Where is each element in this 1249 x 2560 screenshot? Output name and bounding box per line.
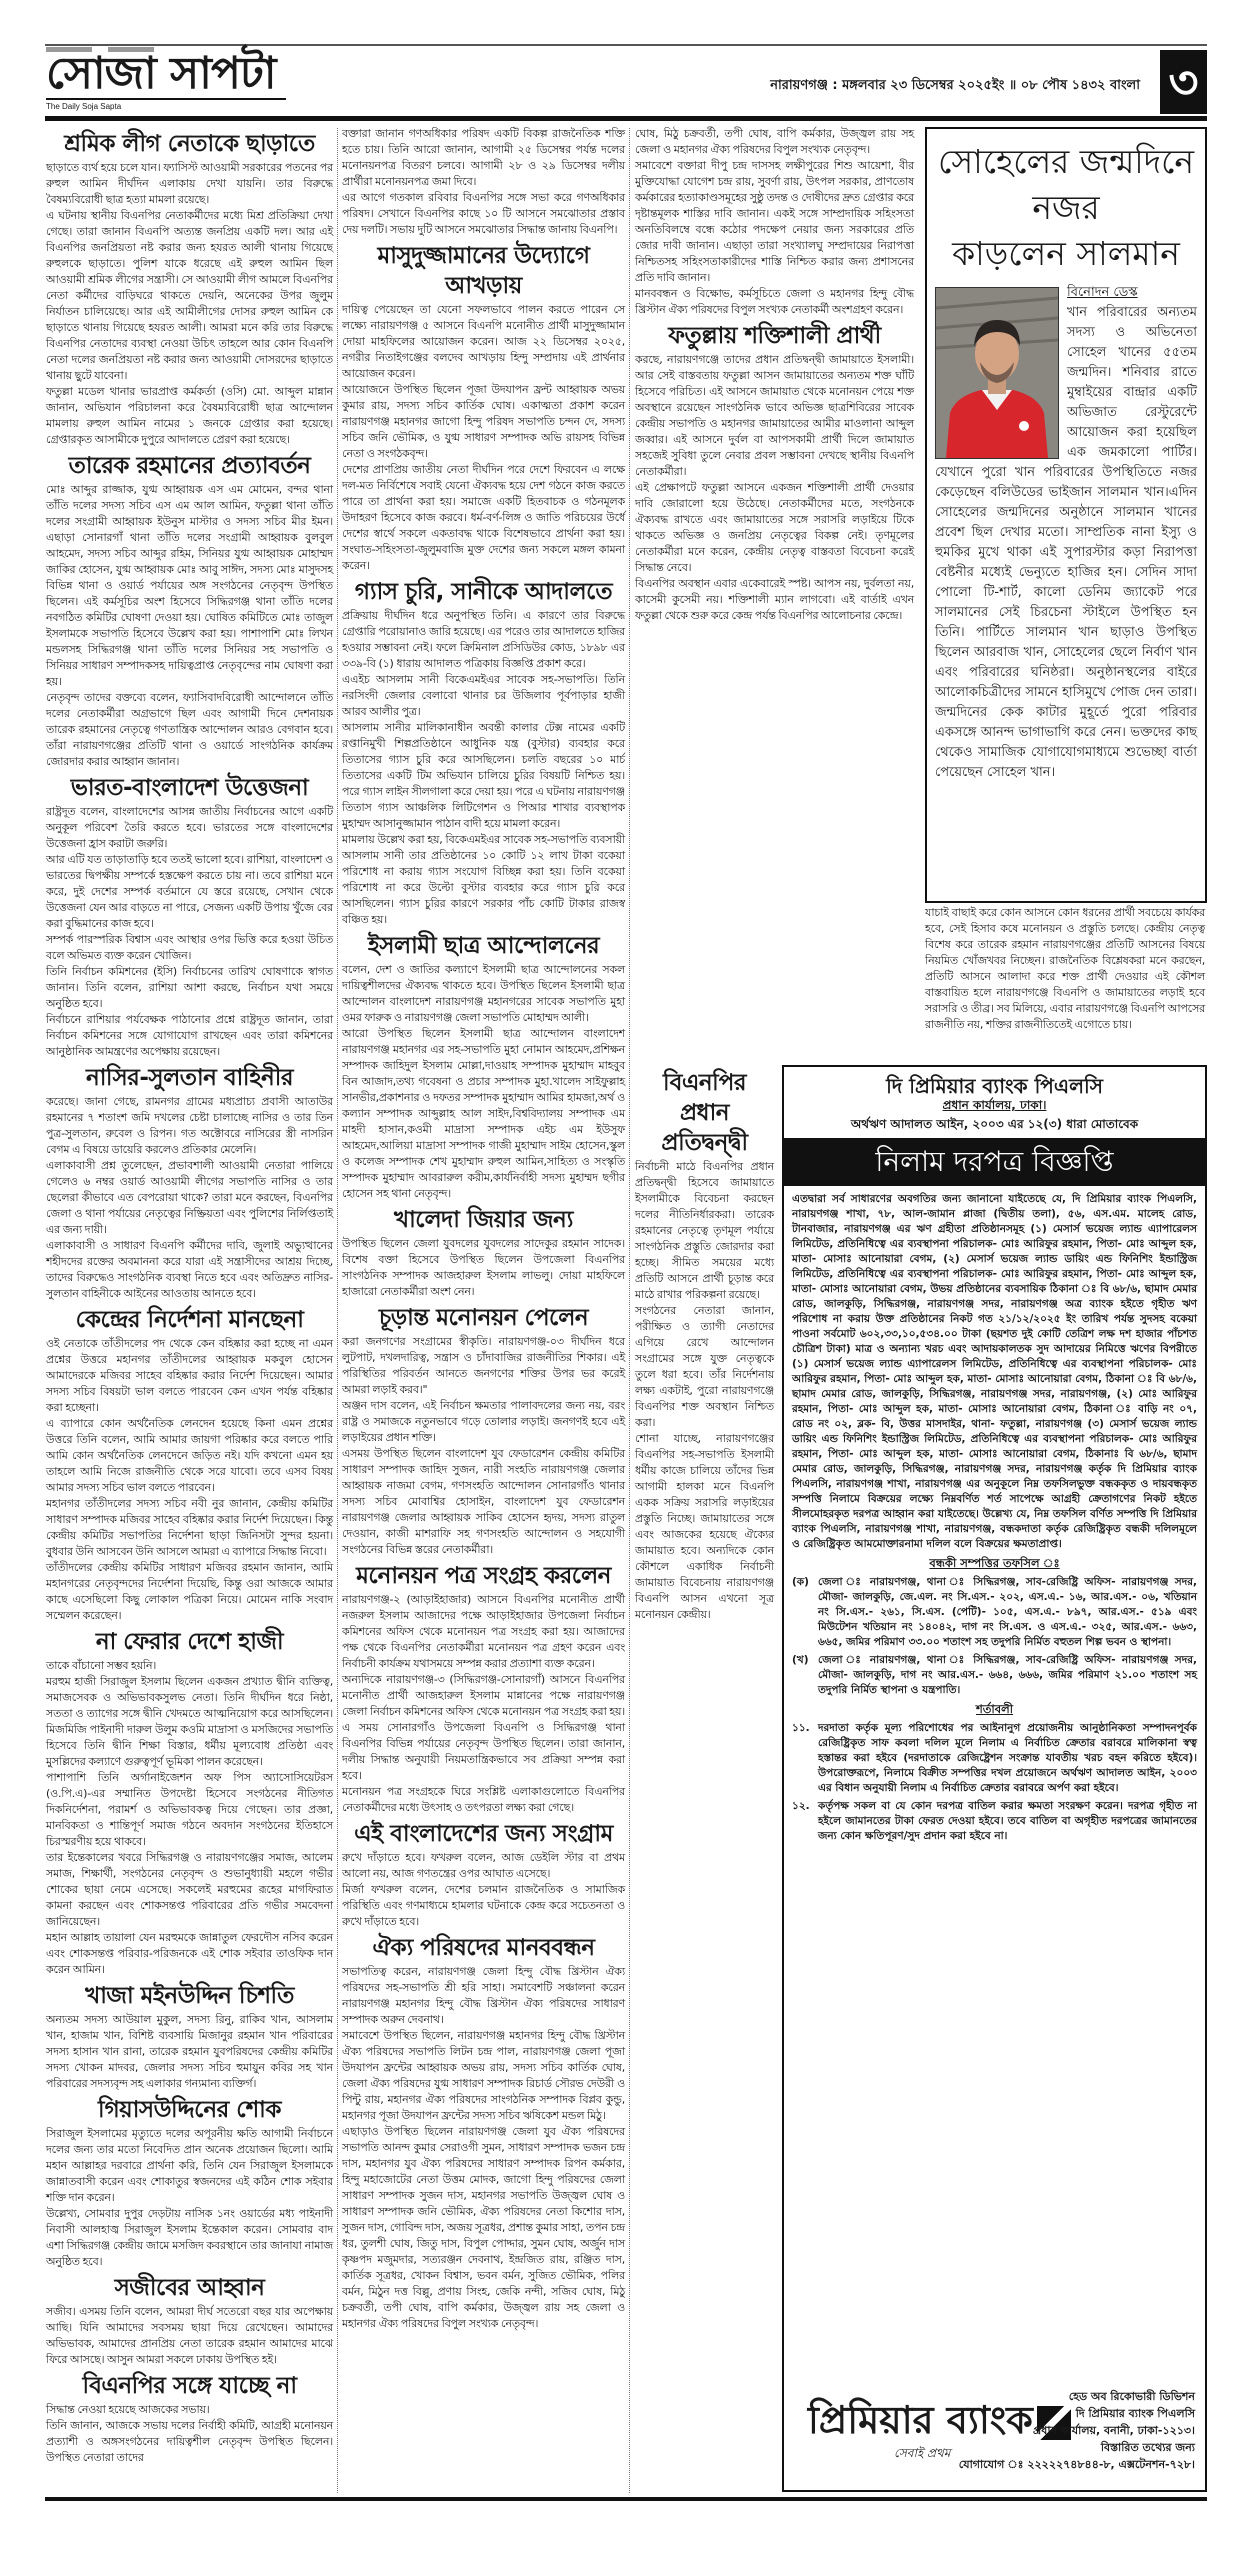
article-paragraph: এলাকাবাসী প্রশ্ন তুলেছেন, প্রভাবশালী আওয়ামী নেতারা পালিয়ে গেলেও ৬ নম্বর ওয়ার্ড আওয়ামী লীগের সভাপতি নাসির ও তার ছেলেরা কীভাবে এত বেপরোয়া থাকে? তারা মনে করছেন, বিএনপির জেলা ও থানা পর্যায়ের নেতৃত্বের নিষ্ক্রিয়তা এবং পুলিশের নির্লিপ্ততাই এর জন্য দায়ী। bbox=[46, 1159, 333, 1236]
page-number: ৩ bbox=[1160, 50, 1207, 114]
article-headline[interactable]: ইসলামী ছাত্র আন্দোলনের bbox=[367, 933, 600, 959]
person-photo-icon bbox=[936, 288, 1058, 458]
news-article[interactable] bbox=[635, 126, 914, 318]
article-paragraph: মির্জা ফখরুল বলেন, দেশের চলমান রাজনৈতিক ও সামাজিক পরিস্থিতি এবং গণমাধ্যমে হামলার ঘটনাকে কেন্দ্র করে সচেতনতা ও রুখে দাঁড়াতে হবে। bbox=[342, 1883, 625, 1928]
news-article[interactable] bbox=[342, 241, 625, 574]
article-paragraph: দেশের প্রাণপ্রিয় জাতীয় নেতা দীর্ঘদিন পরে দেশে ফিরবেন এ লক্ষে দল-মত নির্বিশেষে সবাই যেনো ঐক্যবদ্ধ হয়ে দেশ গঠনে কাজ করতে পারে তা প্রার্থনা করা হয়। সমাজে একটি হিতবাচক ও গঠনমূলক উদাহরণ হিসেবে কাজ করবে। ধর্ম-বর্ণ-লিঙ্গ ও জাতি পরিচয়ের উর্ধে দেশের স্বার্থে সকলে একতাবদ্ধ থাকে বিশেষভাবে প্রার্থনা করা হয়। সংঘাত-সহিংসতা-জুলুমবাজি মুক্ত দেশের জন্য সকলে মঙ্গল কামনা করেন। bbox=[342, 463, 625, 572]
article-paragraph: এএইচ আসলাম সানী বিকেএমইএর সাবেক সহ-সভাপতি। তিনি নরসিংদী জেলার বেলাবো থানার চর উজিলাব পূর্বপাড়ার হাজী আরব আলীর পুত্র। bbox=[342, 673, 625, 718]
article-paragraph: এ ব্যাপারে কোন অর্থনৈতিক লেনদেন হয়েছে কিনা এমন প্রশ্নের উত্তরে তিনি বলেন, আমি আমার জায়গা পরিষ্কার করে বলতে পারি আমি কোন অর্থনৈতিক লেনদেনে জড়িত নই। যদি কখনো এমন হয় তাহলে আমি নিজে রাজনীতি থেকে সরে যাবো। তবে এসব বিষয় আমার সদস্য সচিব ভাল বলতে পারবেন। bbox=[46, 1417, 333, 1494]
item-text: দরদাতা কর্তৃক মূল্য পরিশোধের পর আইনানুগ প্রয়োজনীয় আনুষ্ঠানিকতা সম্পাদনপূর্বক রেজিষ্ট্রিকৃত সাফ কবলা দলিল মূলে নিলাম এ নির্বাচিত ক্রেতার বরাবরে মালিকানা স্বত্ব হস্তান্তর করা হইবে (দরদাতাকে রেজিষ্ট্রেশন সংক্রান্ত যাবতীয় খরচ বহন করিতে হইবে)। উপরোক্তরূপে, নিলামে বিক্রীত সম্পত্তির দখল প্রয়োজনে অর্থঋণ আদালত আইন, ২০০৩ এর বিধান অনুযায়ী নিলাম এ নির্বাচিত ক্রেতার বরাবরে অর্পণ করা হইবে। bbox=[818, 1722, 1197, 1794]
article-headline[interactable]: ঐক্য পরিষদের মানববন্ধন bbox=[372, 1935, 595, 1961]
article-headline[interactable]: গিয়াসউদ্দিনের শোক bbox=[98, 2097, 281, 2123]
ad-term-item bbox=[792, 1721, 1197, 1796]
ad-law-reference: অর্থঋণ আদালত আইন, ২০০৩ এর ১২(৩) ধারা মোতাবেক bbox=[850, 1117, 1139, 1131]
column-3-lower bbox=[635, 1065, 774, 1623]
article-paragraph: এই প্রেক্ষাপটে ফতুল্লা আসনে একজন শক্তিশালী প্রার্থী দেওয়ার দাবি জোরালো হয়ে উঠেছে। নেতাকর্মীদের মতে, সংগঠনকে ঐক্যবদ্ধ রাখতে এবং জামায়াতের সঙ্গে সরাসরি লড়াইয়ে টিকে থাকতে অভিজ্ঞ ও জনপ্রিয় নেতৃত্বের বিকল্প নেই। তৃণমূলের নেতাকর্মীরা মনে করেন, কেন্দ্রীয় নেতৃত্ব বাস্তবতা বিবেচনা করেই সিদ্ধান্ত নেবে। bbox=[635, 481, 914, 574]
article-paragraph: দায়িত্ব পেয়েছেন তা যেনো সফলভাবে পালন করতে পারেন সে লক্ষ্যে নারায়ণগঞ্জ ৫ আসনে বিএনপি মনোনীত প্রার্থী মাসুদুজ্জামান দোয়া মাহফিলের আয়োজন করেন। আজ ২২ ডিসেম্বর ২০২৫, নগরীর নিতাইগঞ্জের বলদেব আখড়ায় হিন্দু সম্প্রদায় এই প্রার্থনার আয়োজন করেন। bbox=[342, 303, 625, 380]
article-headline[interactable]: সজীবের আহ্বান bbox=[114, 2275, 265, 2301]
article-paragraph: শোনা যাচ্ছে, নারায়ণগঞ্জের বিএনপির সহ-সভাপতি ইসলামী ধর্মীয় কাজে চালিয়ে তাঁদের ভিন্ন আগামী হালকা মনে বিএনপি একক সক্রিয় সরাসরি লড়াইয়ের প্রস্তুতি নিচ্ছে। জামায়াতের সঙ্গে এবং আজকের হয়েছে ঐক্যের জামায়াত হবে। অন্যদিকে কোন কৌশলে একাধিক নির্বাচনী জামায়াত বিবেচনায় নারায়ণগঞ্জ বিএনপি আসন এখনো সূত্র মনোনয়ন কেন্দ্রীয়। bbox=[635, 1432, 774, 1621]
article-headline[interactable]: নাসির-সুলতান বাহিনীর bbox=[86, 1065, 293, 1091]
article-paragraph: আসলাম সানীর মালিকানাধীন অবন্তী কালার টেক্স নামের একটি রপ্তানিমুখী শিল্পপ্রতিষ্ঠানে আধুনিক যন্ত্র (বুস্টার) ব্যবহার করে তিতাসের গ্যাস চুরি করে আসছিলেন। চলতি বছরের ১০ মার্চ তিতাসের একটি টিম অভিযান চালিয়ে চুরির বিষয়টি নিশ্চিত হয়। পরে গ্যাস লাইন সীলগালা করে দেয়া হয়। পরে এ ঘটনায় নারায়ণগঞ্জ তিতাস গ্যাস আঞ্চলিক লিটিগেশন ও পিআর শাখার ব্যবস্থাপক মুহাম্মদ আসানুজ্জামান পাঠান বাদী হয়ে মামলা করেন। bbox=[342, 721, 625, 830]
news-article[interactable] bbox=[46, 451, 333, 770]
feature-headline-line2: কাড়লেন সালমান bbox=[952, 234, 1180, 273]
news-article[interactable] bbox=[46, 1063, 333, 1302]
article-headline[interactable]: খালেদা জিয়ার জন্য bbox=[394, 1207, 573, 1233]
article-paragraph: নির্বাচনে রাশিয়ার পর্যবেক্ষক পাঠানোর প্রশ্নে রাষ্ট্রদূত জানান, তারা নির্বাচন কমিশনের সঙ্গে যোগাযোগ রাখছেন এবং তারা কমিশনের আনুষ্ঠানিক আমন্ত্রণের অপেক্ষায় রয়েছেন। bbox=[46, 1013, 333, 1058]
feature-box-salman[interactable] bbox=[925, 127, 1207, 903]
article-headline[interactable]: না ফেরার দেশে হাজী bbox=[95, 1629, 284, 1655]
ad-schedule-title: বন্ধকী সম্পত্তির তফসিল ঃ bbox=[929, 1556, 1060, 1570]
news-article[interactable] bbox=[342, 1819, 625, 1930]
ad-signature bbox=[959, 2388, 1195, 2473]
article-paragraph: পাশাপাশি তিনি অর্গানাইজেশন অফ পিস অ্যাসোসিয়েটরস (ও.পি.এ)-এর সম্মানিত উপদেষ্টা হিসেবে সংগঠনের নীতিগত দিকনির্দেশনা, পরামর্শ ও অভিভাবকত্ব দিয়ে গেছেন। তার প্রজ্ঞা, মানবিকতা ও শান্তিপূর্ণ সমাজ গঠনে অবদান সংগঠনের ইতিহাসে চিরস্মরণীয় হয়ে থাকবে। bbox=[46, 1771, 333, 1848]
article-paragraph: সমাবেশে বক্তারা দীপু চন্দ্র দাসসহ লক্ষীপুরের শিশু আয়েশা, বীর মুক্তিযোদ্ধা যোগেশ চন্দ্র রায়, সুবর্ণা রায়, উৎপল সরকার, প্রাণতোষ কর্মকারের হত্যাকাণ্ডসমূহের সুষ্ঠু তদন্ত ও দোষীদের দ্রুত গ্রেপ্তার করে দৃষ্টান্তমূলক শাস্তির দাবি জানান। একই সঙ্গে সাম্প্রদায়িক সহিংসতা অনতিবিলম্বে বন্ধে কঠোর পদক্ষেপ নেয়ার জন্য সরকারের প্রতি জোর দাবী জানান। এছাড়া তারা সংখ্যালঘু সম্প্রদায়ের নিরাপত্তা নিশ্চিতসহ সহিংসতাকারীদের শাস্তি নিশ্চিত করার জন্য প্রশাসনের প্রতি দাবি জানান। bbox=[635, 159, 914, 284]
article-paragraph: আর এটি যত তাড়াতাড়ি হবে ততই ভালো হবে। রাশিয়া, বাংলাদেশ ও ভারতের দ্বিপক্ষীয় সম্পর্কে হস্তক্ষেপ করতে চায় না। তবে রাশিয়া মনে করে, দুই দেশের সম্পর্ক বর্তমানে যে স্তরে রয়েছে, সেখান থেকে উত্তেজনা যেন আর বাড়তে না পারে, সেজন্য একটি উপায় খুঁজে বের করা বুদ্ধিমানের কাজ হবে। bbox=[46, 853, 333, 930]
article-headline[interactable]: খাজা মইনউদ্দিন চিশতি bbox=[85, 1983, 294, 2009]
masthead-bottom-rule bbox=[45, 116, 1207, 121]
item-number: (খ) bbox=[792, 1654, 809, 1666]
article-paragraph: মানববন্ধন ও বিক্ষোভ, কর্মসূচিতে জেলা ও মহানগর হিন্দু বৌদ্ধ খ্রিস্টান ঐক্য পরিষদের বিপুল সংখ্যক নেতাকর্মী অংশগ্রহণ করেন। bbox=[635, 287, 914, 316]
logo-english: The Daily Soja Sapta bbox=[46, 102, 122, 111]
article-paragraph: উল্লেখ্য, সোমবার দুপুর দেড়টায় নাসিক ১নং ওয়ার্ডের মধ্য পাইনাদী নিবাসী আলহাজ্ব সিরাজুল ইসলাম ইন্তেকাল করেন। সোমবার বাদ এশা সিদ্ধিরগঞ্জ কেন্দ্রীয় জামে মসজিদ কবরস্থানে তার জানাযা নামাজ অনুষ্ঠিত হবে। bbox=[46, 2207, 333, 2268]
news-article[interactable] bbox=[46, 1981, 333, 2092]
article-paragraph: নির্বাচনী মাঠে বিএনপির প্রধান প্রতিদ্বন্দ্বী হিসেবে জামায়াতে ইসলামীকে বিবেচনা করছেন দলের নীতিনির্ধারকরা। তারেক রহমানের নেতৃত্বে তৃণমূল পর্যায়ে সাংগঠনিক প্রস্তুতি জোরদার করা হচ্ছে। সীমিত সময়ের মধ্যে প্রতিটি আসনে প্রার্থী চূড়ান্ত করে মাঠে রাখার পরিকল্পনা রয়েছে। bbox=[635, 1160, 774, 1301]
signature-line: প্রধান কার্যালয়, বনানী, ঢাকা-১২১৩। bbox=[1032, 2424, 1195, 2437]
news-article[interactable] bbox=[46, 2095, 333, 2270]
article-paragraph: বলেন, দেশ ও জাতির কল্যাণে ইসলামী ছাত্র আন্দোলনের সকল দায়িত্বশীলদের ঐক্যবদ্ধ থাকতে হবে। উপস্থিত ছিলেন ইসলামী ছাত্র আন্দোলন বাংলাদেশ নারায়ণগঞ্জ মহানগরের সাবেক সভাপতি মুহা ওমর ফারুক ও নারায়ণগঞ্জ জেলা সভাপতি মোহাম্মদ আলী। bbox=[342, 963, 625, 1024]
article-headline[interactable]: চূড়ান্ত মনোনয়ন পেলেন bbox=[378, 1305, 589, 1331]
news-article[interactable] bbox=[342, 1933, 625, 2332]
item-number: (ক) bbox=[792, 1576, 809, 1588]
article-paragraph: তাকে বাঁচানো সম্ভব হয়নি। bbox=[46, 1659, 157, 1672]
article-headline[interactable]: মনোনয়ন পত্র সংগ্রহ করলেন bbox=[356, 1563, 611, 1589]
article-headline[interactable]: তারেক রহমানের প্রত্যাবর্তন bbox=[68, 453, 311, 479]
article-paragraph: এছাড়াও উপস্থিত ছিলেন নারায়ণগঞ্জ জেলা যুব ঐক্য পরিষদের সভাপতি আনন্দ কুমার সেরাওগী সুমন, সাধারণ সম্পাদক ভজন চন্দ্র দাস, মহানগর যুব ঐক্য পরিষদের সাধারণ সম্পাদক রিপন কর্মকার, হিন্দু মহাজোটের নেতা উত্তম মোদক, জাগো হিন্দু পরিষদের জেলা সাধারণ সম্পাদক সুজন দাস, মহানগর সভাপতি উজ্জ্বল ঘোষ ও সাধারণ সম্পাদক জনি ভৌমিক, ঐক্য পরিষদের নেতা কিশোর দাস, সুজন দাস, গোবিন্দ দাস, অজয় সূত্রধর, প্রশান্ত কুমার সাহা, তপন চন্দ্র ধর, তুলশী ঘোষ, জিতু দাস, বিপুল পোদ্দার, সুমন ঘোষ, অর্জুন দাস কৃষ্ণপদ মজুমদার, সত্যরঞ্জন দেবনাথ, ইন্দ্রজিত রায়, রঞ্জিত দাস, কার্তিক সূত্রধর, খোকন বিশ্বাস, ভবন বর্মন, সুজিত ভৌমিক, পলির বর্মন, মিঠুন দত্ত বিল্লু, প্রণায় সিংহ, জেকি নন্দী, সজিব ঘোষ, মিঠু চক্রবর্তী, তপী ঘোষ, বাপি কর্মকার, উজ্জ্বল রায় সহ জেলা ও মহানগর ঐক্য পরিষদের বিপুল সংখ্যক নেতৃবৃন্দ। bbox=[342, 2125, 625, 2330]
logo-bengali: সোজা সাপটা bbox=[46, 50, 286, 100]
article-paragraph: অন্যদিকে নারায়ণগঞ্জ-৩ (সিদ্ধিরগঞ্জ-সোনারগাঁ) আসনে বিএনপির মনোনীত প্রার্থী আজহারুল ইসলাম মান্নানের পক্ষে নারায়ণগঞ্জ জেলা নির্বাচন কমিশনের অফিস থেকে মনোনয়ন পত্র সংগ্রহ করা হয়। এ সময় সোনারগাঁও উপজেলা বিএনপি ও সিদ্ধিরগঞ্জ থানা বিএনপির বিভিন্ন পর্যায়ের নেতৃবৃন্দ উপস্থিত ছিলেন। তারা জানান, দলীয় সিদ্ধান্ত অনুযায়ী নিয়মতান্ত্রিকভাবে সব প্রক্রিয়া সম্পন্ন করা হবে। bbox=[342, 1673, 625, 1782]
article-headline[interactable]: বিএনপির প্রধান প্রতিদ্বন্দ্বী bbox=[661, 1070, 748, 1156]
article-paragraph: সিরাজুল ইসলামের মৃত্যুতে দলের অপূরনীয় ক্ষতি আগামী নির্বাচনে দলের জন্য তার মতো নিবেদিত প্রান অনেক প্রয়োজন ছিলো। আমি মহান আল্লাহর দরবারে প্রার্থনা করি, তিনি যেন সিরাজুল ইসলামকে জান্নাতবাসী করেন এবং শোকাতুর স্বজনদের এই কঠিন শোক সইবার শক্তি দান করেন। bbox=[46, 2127, 333, 2204]
bank-logo-text: প্রিমিয়ার ব্যাংক bbox=[808, 2398, 1033, 2442]
article-paragraph: সম্পর্ক পারস্পরিক বিশ্বাস এবং আস্থার ওপর ভিত্তি করে হওয়া উচিত বলে অভিমত ব্যক্ত করেন খোজিন। bbox=[46, 933, 333, 962]
article-paragraph: সভাপতিত্ব করেন, নারায়ণগঞ্জ জেলা হিন্দু বৌদ্ধ খ্রিস্টান ঐক্য পরিষদের সহ-সভাপতি শ্রী হরি সাহা। সমাবেশটি সঞ্চালনা করেন নারায়ণগঞ্জ মহানগর হিন্দু বৌদ্ধ খ্রিস্টান ঐক্য পরিষদের সাধারণ সম্পাদক অরুন দেবনাথ। bbox=[342, 1965, 625, 2026]
article-headline[interactable]: এই বাংলাদেশের জন্য সংগ্রাম bbox=[354, 1821, 613, 1847]
column-2 bbox=[342, 126, 625, 2332]
article-paragraph: এলাকাবাসী ও সাধারণ বিএনপি কর্মীদের দাবি, জুলাই অভ্যুত্থানের শহীদদের রক্তের অবমাননা করে যারা এই সন্ত্রাসীদের আশ্রয় দিচ্ছে, তাদের বিরুদ্ধেও সাংগঠনিক ব্যবস্থা নিতে হবে এবং অতিদ্রুত নাসির-সুলতান বাহিনীকে আইনের আওতায় আনতে হবে। bbox=[46, 1239, 333, 1300]
news-article[interactable] bbox=[342, 1205, 625, 1300]
news-article[interactable] bbox=[342, 577, 625, 928]
article-paragraph: তার ইন্তেকালের খবরে সিদ্ধিরগঞ্জ ও নারায়ণগঞ্জের সমাজ, আলেম সমাজ, শিক্ষার্থী, সংগঠনের নেতৃবৃন্দ ও শুভানুধ্যায়ী মহলে গভীর শোকের ছায়া নেমে এসেছে। সকলেই মরহুমের রূহের মাগফিরাত কামনা করছেন এবং শোকসন্তপ্ত পরিবারের প্রতি গভীর সমবেদনা জানিয়েছেন। bbox=[46, 1851, 333, 1928]
article-paragraph: মহানগর তাঁতীদলের সদস্য সচিব নবী নুর জানান, কেন্দ্রীয় কমিটির সাধারণ সম্পাদক মজিবর সাহেব বহিষ্কার করার নির্দেশ দিয়েছেন। কিন্তু কেন্দ্রীয় কমিটির সভাপতির নির্দেশনা ছাড়া জিনিসটা সুন্দর হয়না। বুধবার উনি আসবেন উনি আসলে আমরা এ ব্যাপারে সিদ্ধান্ত নিবো। bbox=[46, 1497, 333, 1558]
article-paragraph: তাঁতীদলের কেন্দ্রীয় কমিটির সাধারণ মজিবর রহমান জানান, আমি মহানগরের নেতৃবৃন্দদের নির্দেশনা দিয়েছি, কিন্তু ওরা আজকে আমার কাছে এসেছিলো কিছু লোকাল পত্রিকা নিয়ে। মোমেন নাকি সংবাদ সম্মেলন করেছেন। bbox=[46, 1561, 333, 1622]
newspaper-logo[interactable] bbox=[46, 50, 286, 114]
masthead-top-rule bbox=[45, 44, 1207, 46]
news-article[interactable] bbox=[46, 2273, 333, 2368]
article-paragraph: বিএনপির অবস্থান এবার একেবারেই স্পষ্ট। আপস নয়, দুর্বলতা নয়, কাসেমী কুসেমী নয়। শক্তিশালী ম্যান লাগবো। এই বার্তাই এখন ফতুল্লা থেকে শুরু করে কেন্দ্র পর্যন্ত বিএনপির আলোচনার কেন্দ্রে। bbox=[635, 577, 914, 622]
right-continuation-text bbox=[925, 905, 1205, 1033]
ad-schedule-item bbox=[792, 1575, 1197, 1650]
article-paragraph: এর আগে গতকাল রবিবার বিএনপির সঙ্গে সভা করে গণঅধিকার পরিষদ। সেখানে বিএনপির কাছে ১০ টি আসনে সমঝোতার প্রস্তাব দেয় দলটি। সভায় দুটি আসনে সমঝোতার সিদ্ধান্ত জানায় বিএনপি। bbox=[342, 191, 625, 236]
ad-terms-title: শর্তাবলী bbox=[975, 1702, 1014, 1716]
news-article[interactable] bbox=[635, 321, 914, 624]
ad-office: প্রধান কার্যালয়, ঢাকা। bbox=[942, 1098, 1047, 1112]
feature-headline-line1: সোহেলের জন্মদিনে নজর bbox=[937, 142, 1195, 227]
news-article[interactable] bbox=[342, 126, 625, 238]
article-paragraph: তিনি জানান, আজকে সভায় দলের নির্বাহী কমিটি, আগ্রহী মনোনয়ন প্রত্যাশী ও অঙ্গসংগঠনের দায়িত্বশীল নেতৃবৃন্দ উপস্থিত ছিলেন। উপস্থিত নেতারা তাদের bbox=[46, 2419, 333, 2464]
article-paragraph: করছে, নারায়ণগঞ্জে তাদের প্রধান প্রতিদ্বন্দ্বী জামায়াতে ইসলামী। আর সেই বাস্তবতায় ফতুল্লা আসন জামায়াতের অন্যতম শক্ত ঘাঁটি হিসেবে পরিচিত। এই আসনে জামায়াত থেকে মনোনয়ন পেয়ে শক্ত অবস্থানে রয়েছেন সাংগঠনিক ভাবে অভিজ্ঞ ছাত্রশিবিরের সাবেক কেন্দ্রীয় সভাপতি ও মহানগর জামায়াতের আমীর মাওলানা আব্দুল জব্বার। এই আসনে দুর্বল বা আপসকামী প্রার্থী দিলে জামায়াত সহজেই সুবিধা তুলে নেবার প্রবল সম্ভাবনা দেখছে স্থানীয় বিএনপি নেতাকর্মীরা। bbox=[635, 353, 914, 478]
ad-schedule-item bbox=[792, 1653, 1197, 1698]
article-headline[interactable]: শ্রমিক লীগ নেতাকে ছাড়াতে bbox=[64, 131, 315, 157]
article-paragraph: অন্যতম সদস্য আউয়াল মুকুল, সদস্য রিনু, রাকিব খান, আসলাম খান, হাজাম খান, বিশিষ্ট ব্যবসায়ি মিজানুর রহমান খান পরিবারের সদস্য হাসান খান রানা, তারেক রহমান যুবপরিষদের কেন্দ্রীয় কমিটির সদস্য খোকন মাদবর, জেলার সদস্য সচিব হুমায়ুন কবির সহ খান পরিবারের সদস্যবৃন্দ সহ এলাকার গন্যমান্য ব্যক্তির্গ। bbox=[46, 2013, 333, 2090]
news-article[interactable] bbox=[342, 931, 625, 1202]
news-article[interactable] bbox=[46, 2371, 333, 2466]
article-paragraph: করেছে। জানা গেছে, রামনগর গ্রামের মধ্যপ্রাচ্য প্রবাসী আতাউর রহমানের ৭ শতাংশ জমি দখলের চেষ্টা চালাচ্ছে নাসির ও তার তিন পুত্র-সুলতান, রুবেল ও রিপন। গত অক্টোবরে নাসিরের স্ত্রী নাসরিন বেগম এ বিষয়ে ডায়েরি করলেও প্রতিকার মেলেনি। bbox=[46, 1095, 333, 1156]
dateline: নারায়ণগঞ্জ : মঙ্গলবার ২৩ ডিসেম্বর ২০২৫ইং ॥ ০৮ পৌষ ১৪৩২ বাংলা bbox=[770, 78, 1140, 93]
column-3-upper bbox=[635, 126, 914, 624]
article-paragraph: আরো উপস্থিত ছিলেন ইসলামী ছাত্র আন্দোলন বাংলাদেশ নারায়ণগঞ্জ মহানগর এর সহ-সভাপতি মুহা নোমান আহমেদ,প্রশিক্ষন সম্পাদক জাহিদুল ইসলাম মোল্লা,দাওয়াহ সম্পাদক মুহাম্মাদ মাহবুব বিন আজাদ,তথ্য গবেষনা ও প্রচার সম্পাদক মুহা.খালেদ সাইফুল্লাহ সানভীর,প্রকাশনার ও দফতর সম্পাদক মুহাম্মাদ আমির হামজা,অর্থ ও কল্যান সম্পাদক আব্দুল্লাহ আল সাইদ,বিশ্ববিদ্যালয় সম্পাদক এম মাহদী হাসান,কওমী মাদ্রাসা সম্পাদক এইচ এম ইউসুফ আহমেদ,আলিয়া মাদ্রাসা সম্পাদক গাজী মুহাম্মাদ সাইম হোসেন,স্কুল ও কলেজ সম্পাদক শেখ মুহাম্মাদ রুহুল আমিন,সাহিত্য ও সংস্কৃতি সম্পাদক মুহাম্মাদ আবরারুল করীম,কার্যনির্বাহী সদস্য মুহাম্মদ ছগীর হোসেন সহ থানা নেতৃবৃন্দ। bbox=[342, 1027, 625, 1200]
ad-bank-name: দি প্রিমিয়ার ব্যাংক পিএলসি bbox=[886, 1074, 1103, 1098]
ad-term-item bbox=[792, 1799, 1197, 1844]
news-article[interactable] bbox=[46, 129, 333, 448]
feature-byline: বিনোদন ডেস্ক bbox=[1067, 285, 1138, 300]
paragraph: যাচাই বাছাই করে কোন আসনে কোন ধরনের প্রার্থী সবচেয়ে কার্যকর হবে, সেই হিসাব কষে মনোনয়ন ও প্রস্তুতি চলছে। কেন্দ্রীয় নেতৃত্ব বিশেষ করে তারেক রহমান নারায়ণগঞ্জের প্রতিটি আসনের বিষয়ে নিয়মিত খোঁজখবর নিচ্ছেন। রাজনৈতিক বিশ্লেষকরা মনে করছেন, প্রতিটি আসনে আলাদা করে শক্ত প্রার্থী দেওয়ার এই কৌশল বাস্তবায়িত হলে নারায়ণগঞ্জে বিএনপি ও জামায়াতের লড়াই হবে সরাসরি ও তীব্র। সব মিলিয়ে, এবার নারায়ণগঞ্জে বিএনপি আপসের রাজনীতি নয়, শক্তির রাজনীতিতেই এগোতে চায়। bbox=[925, 906, 1205, 1031]
article-paragraph: বক্তারা জানান গণঅধিকার পরিষদ একটি বিকল্প রাজনৈতিক শক্তি হতে চায়। তিনি আরো জানান, আগামী ২৫ ডিসেম্বর পর্যন্ত দলের মনোনয়নপত্র বিতরণ চলবে। আগামী ২৮ ও ২৯ ডিসেম্বর দলীয় প্রার্থীরা মনোনয়নপত্র জমা দিবে। bbox=[342, 127, 625, 188]
news-article[interactable] bbox=[46, 1305, 333, 1624]
feature-photo bbox=[935, 287, 1059, 459]
article-paragraph: সংগঠনের নেতারা জানান, পরীক্ষিত ও ত্যাগী নেতাদের এগিয়ে রেখে আন্দোলন সংগ্রামের সঙ্গে যুক্ত নেতৃত্বকে তুলে ধরা হবে। তাঁর নির্দেশনায় লক্ষ্য একটাই, পুরো নারায়ণগঞ্জে বিএনপির শক্ত অবস্থান নিশ্চিত করা। bbox=[635, 1304, 774, 1429]
ad-footer bbox=[784, 2380, 1205, 2490]
article-paragraph: রুখে দাঁড়াতে হবে। ফখরুল বলেন, আজ ডেইলি স্টার বা প্রথম আলো নয়, আজ গণতন্ত্রের ওপর আঘাত এসেছে। bbox=[342, 1851, 625, 1880]
article-paragraph: নেতৃবৃন্দ তাদের বক্তব্যে বলেন, ফ্যাসিবাদবিরোধী আন্দোলনে তাঁতি দলের নেতাকর্মীরা অগ্রভাগে ছিল এবং আগামী দিনে দেশনায়ক তারেক রহমানের নেতৃত্বে গণতান্ত্রিক আন্দোলন আরও বেগবান হবে। তাঁরা নারায়ণগঞ্জের প্রতিটি থানা ও ওয়ার্ডে সাংগঠনিক কার্যক্রম জোরদার করার আহ্বান জানান। bbox=[46, 691, 333, 768]
feature-body-text: খান পরিবারের অন্যতম সদস্য ও অভিনেতা সোহেল খানের ৫৫তম জন্মদিন। শনিবার রাতে মুম্বাইয়ের বান্দ্রার একটি অভিজাত রেস্টুরেন্টে আয়োজন করা হয়েছিল এক জমকালো পার্টির। যেখানে পুরো খান পরিবারের উপস্থিতিতে নজর কেড়েছেন বলিউডের ভাইজান সালমান খান।এদিন সোহেলের জন্মদিনের অনুষ্ঠানে সালমান খানের প্রবেশ ছিল দেখার মতো। সাম্প্রতিক নানা ইস্যু ও হুমকির মুখে থাকা এই সুপারস্টার কড়া নিরাপত্তা বেষ্টনীর মধ্যেই ভেন্যুতে হাজির হন। সেদিন সাদা পোলো টি-শার্ট, কালো ডেনিম জ্যাকেট পরে সালমানের সেই চিরচেনা স্টাইলে উপস্থিত হন তিনি। পার্টিতে সালমান খান ছাড়াও উপস্থিত ছিলেন আরবাজ খান, সোহেলের ছেলে নির্বাণ খান এবং পরিবারের ঘনিষ্ঠরা। অনুষ্ঠানস্থলের বাইরে আলোকচিত্রীদের সামনে হাসিমুখে পোজ দেন তারা। জন্মদিনের কেক কাটার মুহূর্তে পুরো পরিবার একসঙ্গে আনন্দ ভাগাভাগি করে নেন। ভক্তদের কাছ থেকেও সামাজিক যোগাযোগমাধ্যমে শুভেচ্ছা বার্তা পেয়েছেন সোহেল খান। bbox=[935, 305, 1197, 780]
article-headline[interactable]: কেন্দ্রের নির্দেশনা মানছেনা bbox=[75, 1307, 304, 1333]
news-article[interactable] bbox=[635, 1068, 774, 1623]
news-article[interactable] bbox=[46, 773, 333, 1060]
news-article[interactable] bbox=[342, 1561, 625, 1816]
article-paragraph: মহান আল্লাহ তায়ালা যেন মরহুমকে জান্নাতুল ফেরদৌস নসিব করেন এবং শোকসন্তপ্ত পরিবার-পরিজনকে এই শোক সইবার তাওফিক দান করেন আমিন। bbox=[46, 1931, 333, 1976]
column-divider bbox=[337, 128, 338, 2493]
article-paragraph: ছাড়াতে ব্যর্থ হয়ে চলে যান। ফ্যাসিস্ট আওয়ামী সরকারের পতনের পর রুহুল আমিন দীর্ঘদিন এলাকায় দেখা যায়নি। তার বিরুদ্ধে বৈষম্যবিরোধী ছাত্র হত্যা মামলা রয়েছে। bbox=[46, 161, 333, 206]
article-paragraph: আয়োজনে উপস্থিত ছিলেন পূজা উদযাপন ফ্রন্ট আহ্বায়ক অভয় কুমার রায়, সদস্য সচিব কার্তিক ঘোষ। একাত্মতা প্রকাশ করেন নারায়ণগঞ্জ মহানগর জাগো হিন্দু পরিষদ সভাপতি চন্দন দে, সদস্য সচিব জনি ভৌমিক, ও যুগ্ম সাধারণ সম্পাদক অভি রায়সহ বিভিন্ন নেতা ও সংগঠকবৃন্দ। bbox=[342, 383, 625, 460]
article-paragraph: ফতুল্লা মডেল থানার ভারপ্রাপ্ত কর্মকর্তা (ওসি) মো. আব্দুল মান্নান জানান, অভিযান পরিচালনা করে বৈষম্যবিরোধী ছাত্র আন্দোলন মামলায় রুহুল আমিন নামের ১ জনকে গ্রেপ্তার করা হয়েছে। গ্রেপ্তারকৃত আসামীকে দুপুরে আদালতে প্রেরণ করা হয়েছে। bbox=[46, 385, 333, 446]
article-paragraph: এসময় উপস্থিত ছিলেন বাংলাদেশ যুব ফেডারেশন কেন্দ্রীয় কমিটির সাধারণ সম্পাদক জাহিদ সুজন, নারী সংহতি নারায়ণগঞ্জ জেলার আহ্বায়ক নাজমা বেগম, গণসংহতি আন্দোলন সোনারগাঁও থানার সদস্য সচিব মোবাশ্বির হোসাইন, বাংলাদেশ যুব ফেডারেশন নারায়ণগঞ্জ জেলার আহ্বায়ক সাকিব হোসেন হৃদয়, সদস্য রাতুল দেওয়ান, কাজী মাশরাফি সহ গণসংহতি আন্দোলন ও সহযোগী সংগঠনের বিভিন্ন স্তরের নেতাকর্মীরা। bbox=[342, 1447, 625, 1556]
article-paragraph: উপস্থিত ছিলেন জেলা যুবদলের যুবদলের সাদেকুর রহমান সাদেক। বিশেষ বক্তা হিসেবে উপস্থিত ছিলেন উপজেলা বিএনপির সাংগঠনিক সম্পাদক আজহারুল ইসলাম লাভলু। দোয়া মাহফিলে হাজারো নেতাকর্মীরা অংশ নেন। bbox=[342, 1237, 625, 1298]
news-article[interactable] bbox=[342, 1303, 625, 1558]
item-text: জেলা ঃ নারায়ণগঞ্জ, থানা ঃ সিদ্ধিরগঞ্জ, সাব-রেজিষ্ট্রি অফিস- নারায়ণগঞ্জ সদর, মৌজা- জালকুড়ি, জে.এল. নং সি.এস.- ২০২, এস.এ.- ১৬, আর.এস.- ০৬, খতিয়ান নং সি.এস.- ২৬১, সি.এস. (পেটি)- ১০৫, এস.এ.- ৮৯৭, আর.এস.- ৫১৯ এবং মিউটেশন খতিয়ান নং ১৪০৪২, দাগ নং সি.এস. ও এস.এ.- ৩২৫, আর.এস.- ৬৬৩, ৬৬৫, জমির পরিমাণ ৩৩.০০ শতাংশ সহ তদুপরি নির্মিত বহুতল শিল্প ভবন ও স্থাপনা। bbox=[818, 1576, 1197, 1648]
article-paragraph: প্রক্রিয়ায় দীর্ঘদিন ধরে অনুপস্থিত তিনি। এ কারণে তার বিরুদ্ধে গ্রেপ্তারি পরোয়ানাও জারি হয়েছে। এর পরেও তার আদালতে হাজির হওয়ার সম্ভাবনা নেই। ফলে ক্রিমিনাল প্রসিডিউর কোড, ১৮৯৮ এর ৩৩৯-বি (১) ধারায় আদালত পত্রিকায় বিজ্ঞপ্তি প্রকাশ করে। bbox=[342, 609, 625, 670]
column-divider bbox=[629, 128, 630, 2493]
signature-line: দি প্রিমিয়ার ব্যাংক পিএলসি bbox=[1075, 2407, 1195, 2420]
article-paragraph: ওই নেতাকে তাঁতীদলের পদ থেকে কেন বহিষ্কার করা হচ্ছে না এমন প্রশ্নের উত্তরে মহানগর তাঁতীদলের আহ্বায়ক মকবুল হোসেন আমাদেরকে মজিবর সাহেব বহিষ্কার করার নির্দেশ দিয়েছেন। আমার সদস্য সচিব বিষয়টা ভাল বলতে পারবেন কেন এখন পর্যন্ত বহিষ্কার করা হচ্ছেনা। bbox=[46, 1337, 333, 1414]
auction-notice-ad[interactable] bbox=[782, 1065, 1207, 2492]
article-paragraph: সজীব। এসময় তিনি বলেন, আমরা দীর্ঘ সতেরো বছর যার অপেক্ষায় আছি। যিনি আমাদের সবসময় ছায়া দিয়ে রেখেছেন। আমাদের অভিভাবক, আমাদের প্রানপ্রিয় নেতা তারেক রহমান আমাদের মাঝে ফিরে আসছে। আসুন আমরা সকলে ঢাকায় উপস্থিত হই। bbox=[46, 2305, 333, 2366]
article-paragraph: করা জনগণের সংগ্রামের স্বীকৃতি। নারায়ণগঞ্জ-০৩ দীর্ঘদিন ধরে লুটপাট, দখলদারিত্ব, সন্ত্রাস ও চাঁদাবাজির রাজনীতির শিকার। এই পরিস্থিতির পরিবর্তন আনতে জনগণের শক্তির উপর ভর করেই আমরা লড়াই করব।" bbox=[342, 1335, 625, 1396]
article-paragraph: নারায়ণগঞ্জ-২ (আড়াইহাজার) আসনে বিএনপির মনোনীত প্রার্থী নজরুল ইসলাম আজাদের পক্ষে আড়াইহাজার উপজেলা নির্বাচন কমিশনের অফিস থেকে মনোনয়ন পত্র সংগ্রহ করা হয়। আজাদের পক্ষ থেকে বিএনপির নেতাকর্মীরা মনোনয়ন পত্র গ্রহণ করেন এবং নির্বাচনী কার্যক্রম যথাসময়ে সম্পন্ন করার প্রত্যাশা ব্যক্ত করেন। bbox=[342, 1593, 625, 1670]
item-text: কর্তৃপক্ষ সকল বা যে কোন দরপত্র বাতিল করার ক্ষমতা সংরক্ষণ করেন। দরপত্র গৃহীত না হইলে জামানতের টাকা ফেরত দেওয়া হইবে। তবে বাতিল বা অগৃহীত দরপত্রের জামানতের জন্য কোন ক্ষতিপূরণ/সুদ প্রদান করা হইবে না। bbox=[818, 1800, 1197, 1842]
ad-intro: এতদ্বারা সর্ব সাধারণের অবগতির জন্য জানানো যাইতেছে যে, দি প্রিমিয়ার ব্যাংক পিএলসি, নারায়ণগঞ্জ শাখা, ৭৮, আল-জামান প্লাজা (দ্বিতীয় তলা), ৫৬, এস.এম. মালেহ রোড, টানবাজার, নারায়ণগঞ্জ এর ঋণ গ্রহীতা প্রতিষ্ঠানসমূহ (১) মেসার্স ভয়েজ ল্যান্ড এ্যাপারেলস লিমিটেড, প্রতিনিধিত্বে এর ব্যবস্থাপনা পরিচালক- মোঃ আরিফুর রহমান, পিতা- মোঃ আব্দুল হক, মাতা- মোসাঃ আনোয়ারা বেগম, (২) মেসার্স ভয়েজ ল্যান্ড ডায়িং এন্ড ফিনিশিং ইন্ডাস্ট্রিজ লিমিটেড, প্রতিনিধিত্বে এর ব্যবস্থাপনা পরিচালক- মোঃ আরিফুর রহমান, পিতা- মোঃ আব্দুল হক, মাতা- মোসাঃ আনোয়ারা বেগম, উভয় প্রতিষ্ঠানের ব্যবসায়িক ঠিকানা ঃ বি ৬৮/৬, ছামাদ মেমার রোড, জালকুড়ি, সিদ্ধিরগঞ্জ, নারায়ণগঞ্জ সদর, নারায়ণগঞ্জ অত্র ব্যাংক হইতে গৃহীত ঋণ পরিশোধ না করায় উক্ত প্রতিষ্ঠানের নিকট গত ২১/১২/২০২৫ ইং তারিখ পর্যন্ত সুদসহ বকেয়া পাওনা সর্বমোট ৬০২,৩৩,১০,৫৩৪.০০ টাকা (ছয়শত দুই কোটি তেত্রিশ লক্ষ দশ হাজার পাঁচশত চৌত্রিশ টাকা) মাত্র ও অন্যান্য খরচ এবং আদায়কালতক সুদ আদায়ের নিমিত্তে ঋণের বিপরীতে (১) মেসার্স ভয়েজ ল্যান্ড এ্যাপারেলস লিমিটেড, প্রতিনিধিত্বে এর ব্যবস্থাপনা পরিচালক- মোঃ আরিফুর রহমান, পিতা- মোঃ আব্দুল হক, মাতা- মোসাঃ আনোয়ারা বেগম, ঠিকানা ঃ বি ৬৮/৬, ছামাদ মেমার রোড, জালকুড়ি, সিদ্ধিরগঞ্জ, নারায়ণগঞ্জ সদর, নারায়ণগঞ্জ, (২) মোঃ আরিফুর রহমান, পিতা- মোঃ আব্দুল হক, মাতা- মোসাঃ আনোয়ারা বেগম, ঠিকানা ঃ বাড়ি নং ০৭, রোড নং ০২, ব্লক- বি, উত্তর মাসদাইর, থানা- ফতুল্লা, নারায়ণগঞ্জ (৩) মেসার্স ভয়েজ ল্যান্ড ডায়িং এন্ড ফিনিশিং ইন্ডাস্ট্রিজ লিমিটেড, প্রতিনিধিত্বে এর ব্যবস্থাপনা পরিচালক- মোঃ আরিফুর রহমান, পিতা- মোঃ আব্দুল হক, মাতা- মোসাঃ আনোয়ারা বেগম, ঠিকানাঃ বি ৬৮/৬, ছামাদ মেমার রোড, জালকুড়ি, সিদ্ধিরগঞ্জ, নারায়ণগঞ্জ সদর, নারায়ণগঞ্জ কর্তৃক দি প্রিমিয়ার ব্যাংক পিএলসি, নারায়ণগঞ্জ শাখা, নারায়ণগঞ্জ এর অনুকূলে নিম্ন তফসিলভুক্ত বন্ধককৃত ও দায়বন্ধকৃত সম্পত্তি নিলামে বিক্রয়ের লক্ষ্যে নিম্নবর্ণিত শর্ত সাপেক্ষে আগ্রহী ক্রেতাগণের নিকট হইতে সীলমোহরকৃত দরপত্র আহ্বান করা যাইতেছে। উল্লেখ্য যে, নিম্ন তফসিল বর্ণিত সম্পত্তি দি প্রিমিয়ার ব্যাংক পিএলসি, নারায়ণগঞ্জ শাখা, নারায়ণগঞ্জ, বন্ধকদাতা কর্তৃক রেজিষ্ট্রিকৃত বন্ধকী দলিলমূলে ও রেজিষ্ট্রিকৃত আমমোক্তারনামা দলিল বলে বিক্রয়ের ক্ষমতাপ্রাপ্ত। bbox=[792, 1193, 1197, 1550]
article-headline[interactable]: ভারত-বাংলাদেশ উত্তেজনা bbox=[70, 775, 309, 801]
article-paragraph: রাষ্ট্রদূত বলেন, বাংলাদেশের আসন্ন জাতীয় নির্বাচনের আগে একটি অনুকূল পরিবেশ তৈরি করতে হবে। ভারতের সঙ্গে বাংলাদেশের উত্তেজনা হ্রাস করাটা জরুরি। bbox=[46, 805, 333, 850]
ad-body bbox=[784, 1186, 1205, 1853]
signature-line: যোগাযোগ ঃ ২২২২২৭৪৮৪৪-৮, এক্সটেনশন-৭২৮। bbox=[958, 2458, 1195, 2471]
article-paragraph: সিদ্ধান্ত নেওয়া হয়েছে আজকের সভায়। bbox=[46, 2403, 210, 2416]
bank-slogan: সেবাই প্রথম bbox=[894, 2446, 951, 2460]
article-paragraph: এ ঘটনায় স্থানীয় বিএনপির নেতাকর্মীদের মধ্যে মিশ্র প্রতিক্রিয়া দেখা গেছে। তারা জানান বিএনপি অত্যন্ত জনপ্রিয় একটি দল। আর এই বিএনপির জনপ্রিয়তা নষ্ট করার জন্য হযরত আলী থানায় গিয়েছে রুহুলকে ছাড়াতে। পুলিশ যাকে ধরেছে এই রুহুল আমিন ছিল আওয়ামী শ্রমিক লীগের সন্ত্রাসী। সে আওয়ামী লীগ আমলে বিএনপির নেতা কর্মীদের বাড়িঘরে থাকতে দেয়নি, অনেকের উপর জুলুম নির্যাতন চালিয়েছে। আর এই আমীলীগের দোসর রুহুল আমিন কে ছাড়াতে থানায় গিয়েছে হযরত আলী। আমরা মনে করি তার বিরুদ্ধে বিএনপির নেতাদের ব্যবস্থা নেওয়া উচিৎ তাহলে আর কোন বিএনপি নেতা দলের জনপ্রিয়তা নষ্ট করার জন্য আওয়ামী দোসরদের ছাড়াতে থানায় ছুটে যাবেনা। bbox=[46, 209, 333, 382]
item-number: ১২. bbox=[792, 1800, 810, 1812]
feature-headline bbox=[933, 139, 1199, 277]
article-headline[interactable]: মাসুদুজ্জামানের উদ্যোগে আখড়ায় bbox=[377, 243, 590, 299]
article-paragraph: অঞ্জন দাস বলেন, এই নির্বাচন ক্ষমতার পালাবদলের জন্য নয়, বরং রাষ্ট্র ও সমাজকে নতুনভাবে গড়ে তোলার লড়াই। জনগণই হবে এই লড়াইয়ের প্রধান শক্তি। bbox=[342, 1399, 625, 1444]
article-paragraph: ঘোষ, মিঠু চক্রবর্তী, তপী ঘোষ, বাপি কর্মকার, উজ্জ্বল রায় সহ জেলা ও মহানগর ঐক্য পরিষদের বিপুল সংখ্যক নেতৃবৃন্দ। bbox=[635, 127, 914, 156]
item-text: জেলা ঃ নারায়ণগঞ্জ, থানা ঃ সিদ্ধিরগঞ্জ, সাব-রেজিষ্ট্রি অফিস- নারায়ণগঞ্জ সদর, মৌজা- জালকুড়ি, দাগ নং আর.এস.- ৬৬৪, ৬৬৬, জমির পরিমাণ ২১.০০ শতাংশ সহ তদুপরি নির্মিত স্থাপনা ও যন্ত্রপাতি। bbox=[818, 1654, 1197, 1696]
article-paragraph: মনোনয়ন পত্র সংগ্রহকে ঘিরে সংশ্লিষ্ট এলাকাগুলোতে বিএনপির নেতাকর্মীদের মধ্যে উৎসাহ ও তৎপরতা লক্ষ্য করা গেছে। bbox=[342, 1785, 625, 1814]
article-headline[interactable]: গ্যাস চুরি, সানীকে আদালতে bbox=[354, 579, 613, 605]
news-article[interactable] bbox=[46, 1627, 333, 1978]
article-paragraph: মরহুম হাজী সিরাজুল ইসলাম ছিলেন একজন প্রখ্যাত দ্বীনি ব্যক্তিত্ব, সমাজসেবক ও অভিভাবকসুলভ নেতা। তিনি দীর্ঘদিন ধরে নিষ্ঠা, সততা ও ত্যাগের সঙ্গে দ্বীনি খেদমতে আত্মনিয়োগ করে আসছিলেন। মিজমিজি পাইনাদী দারুল উলুম কওমি মাদ্রাসা ও মসজিদের সভাপতি হিসেবে তিনি দ্বীনি শিক্ষা বিস্তার, ধর্মীয় মূল্যবোধ প্রতিষ্ঠা এবং মুসল্লিদের কল্যাণে গুরুত্বপূর্ণ ভূমিকা পালন করেছেন। bbox=[46, 1675, 333, 1768]
article-headline[interactable]: ফতুল্লায় শক্তিশালী প্রার্থী bbox=[668, 323, 881, 349]
signature-line: হেড অব রিকোভারী ডিভিশন bbox=[1068, 2390, 1195, 2403]
item-number: ১১. bbox=[792, 1722, 810, 1734]
article-headline[interactable]: বিএনপির সঙ্গে যাচ্ছে না bbox=[82, 2373, 297, 2399]
article-paragraph: সমাবেশে উপস্থিত ছিলেন, নারায়ণগঞ্জ মহানগর হিন্দু বৌদ্ধ খ্রিস্টান ঐক্য পরিষদের সভাপতি লিটন চন্দ্র পাল, নারায়ণগঞ্জ জেলা পূজা উদযাপন ফ্রন্টের আহ্বায়ক অভয় রায়, সদস্য সচিব কার্তিক ঘোষ, জেলা ঐক্য পরিষদের যুগ্ম সাধারণ সম্পাদক রিচার্ড সৌরভ দেউরী ও পিন্টু রায়, মহানগর ঐক্য পরিষদের সাংগঠনিক সম্পাদক বিপ্লব কুন্ডু, মহানগর পূজা উদযাপন ফ্রন্টের সদস্য সচিব ঋষিকেশ মন্ডল মিঠু। bbox=[342, 2029, 625, 2122]
article-paragraph: মামলায় উল্লেখ করা হয়, বিকেএমইএর সাবেক সহ-সভাপতি ব্যবসায়ী আসলাম সানী তার প্রতিষ্ঠানের ১০ কোটি ১২ লাখ টাকা বকেয়া পরিশোধ না করায় গ্যাস সংযোগ বিচ্ছিন্ন করা হয়। তিনি বকেয়া পরিশোধ না করে উল্টো বুস্টার ব্যবহার করে গ্যাস চুরি করে আসছিলেন। গ্যাস চুরির কারণে সরকার পাঁচ কোটি টাকার রাজস্ব বঞ্চিত হয়। bbox=[342, 833, 625, 926]
signature-line: বিস্তারিত তথ্যের জন্য bbox=[1100, 2441, 1195, 2454]
ad-notice-title: নিলাম দরপত্র বিজ্ঞপ্তি bbox=[784, 1138, 1205, 1186]
page-bottom-rule bbox=[45, 2497, 1207, 2501]
article-paragraph: তিনি নির্বাচন কমিশনের (ইসি) নির্বাচনের তারিখ ঘোষণাকে স্বাগত জানান। তিনি বলেন, রাশিয়া আশা করছে, নির্বাচন যথা সময়ে অনুষ্ঠিত হবে। bbox=[46, 965, 333, 1010]
column-1 bbox=[46, 126, 333, 2466]
article-paragraph: মোঃ আব্দুর রাজ্জাক, যুগ্ম আহ্বায়ক এস এম মোমেন, বন্দর থানা তাঁতি দলের সদস্য সচিব এস এম আল আমিন, ফতুল্লা থানা তাঁতি দলের সংগ্রামী আহ্বায়ক ইউনুস মাস্টার ও সদস্য সচিব মীর ইমন। এছাড়া সোনারগাঁ থানা তাঁতি দলের সংগ্রামী আহ্বায়ক বুলবুল আহমেদ, সদস্য সচিব আব্দুর রহিম, সিনিয়র যুগ্ম আহ্বায়ক মোহাম্মদ জাকির হোসেন, যুগ্ম আহ্বায়ক মোঃ আবু সাঈদ, সদস্য মোঃ মাসুদসহ বিভিন্ন থানা ও ওয়ার্ড পর্যায়ের অঙ্গ সংগঠনের নেতৃবৃন্দ উপস্থিত ছিলেন। এই কর্মসূচির অংশ হিসেবে সিদ্ধিরগঞ্জ থানা তাঁতি দলের নবগঠিত কমিটির ঘোষণা দেওয়া হয়। ঘোষিত কমিটিতে মোঃ তাজুল ইসলামকে সভাপতি হিসেবে উল্লেখ করা হয়। পাশাপাশি মোঃ লিখন মন্ডলসহ সিদ্ধিরগঞ্জ থানা তাঁতি দলের সিনিয়র সহ সভাপতি ও সিনিয়র সাধারণ সম্পাদকসহ দায়িত্বপ্রাপ্ত নেতৃবৃন্দের নাম ঘোষণা করা হয়। bbox=[46, 483, 333, 688]
